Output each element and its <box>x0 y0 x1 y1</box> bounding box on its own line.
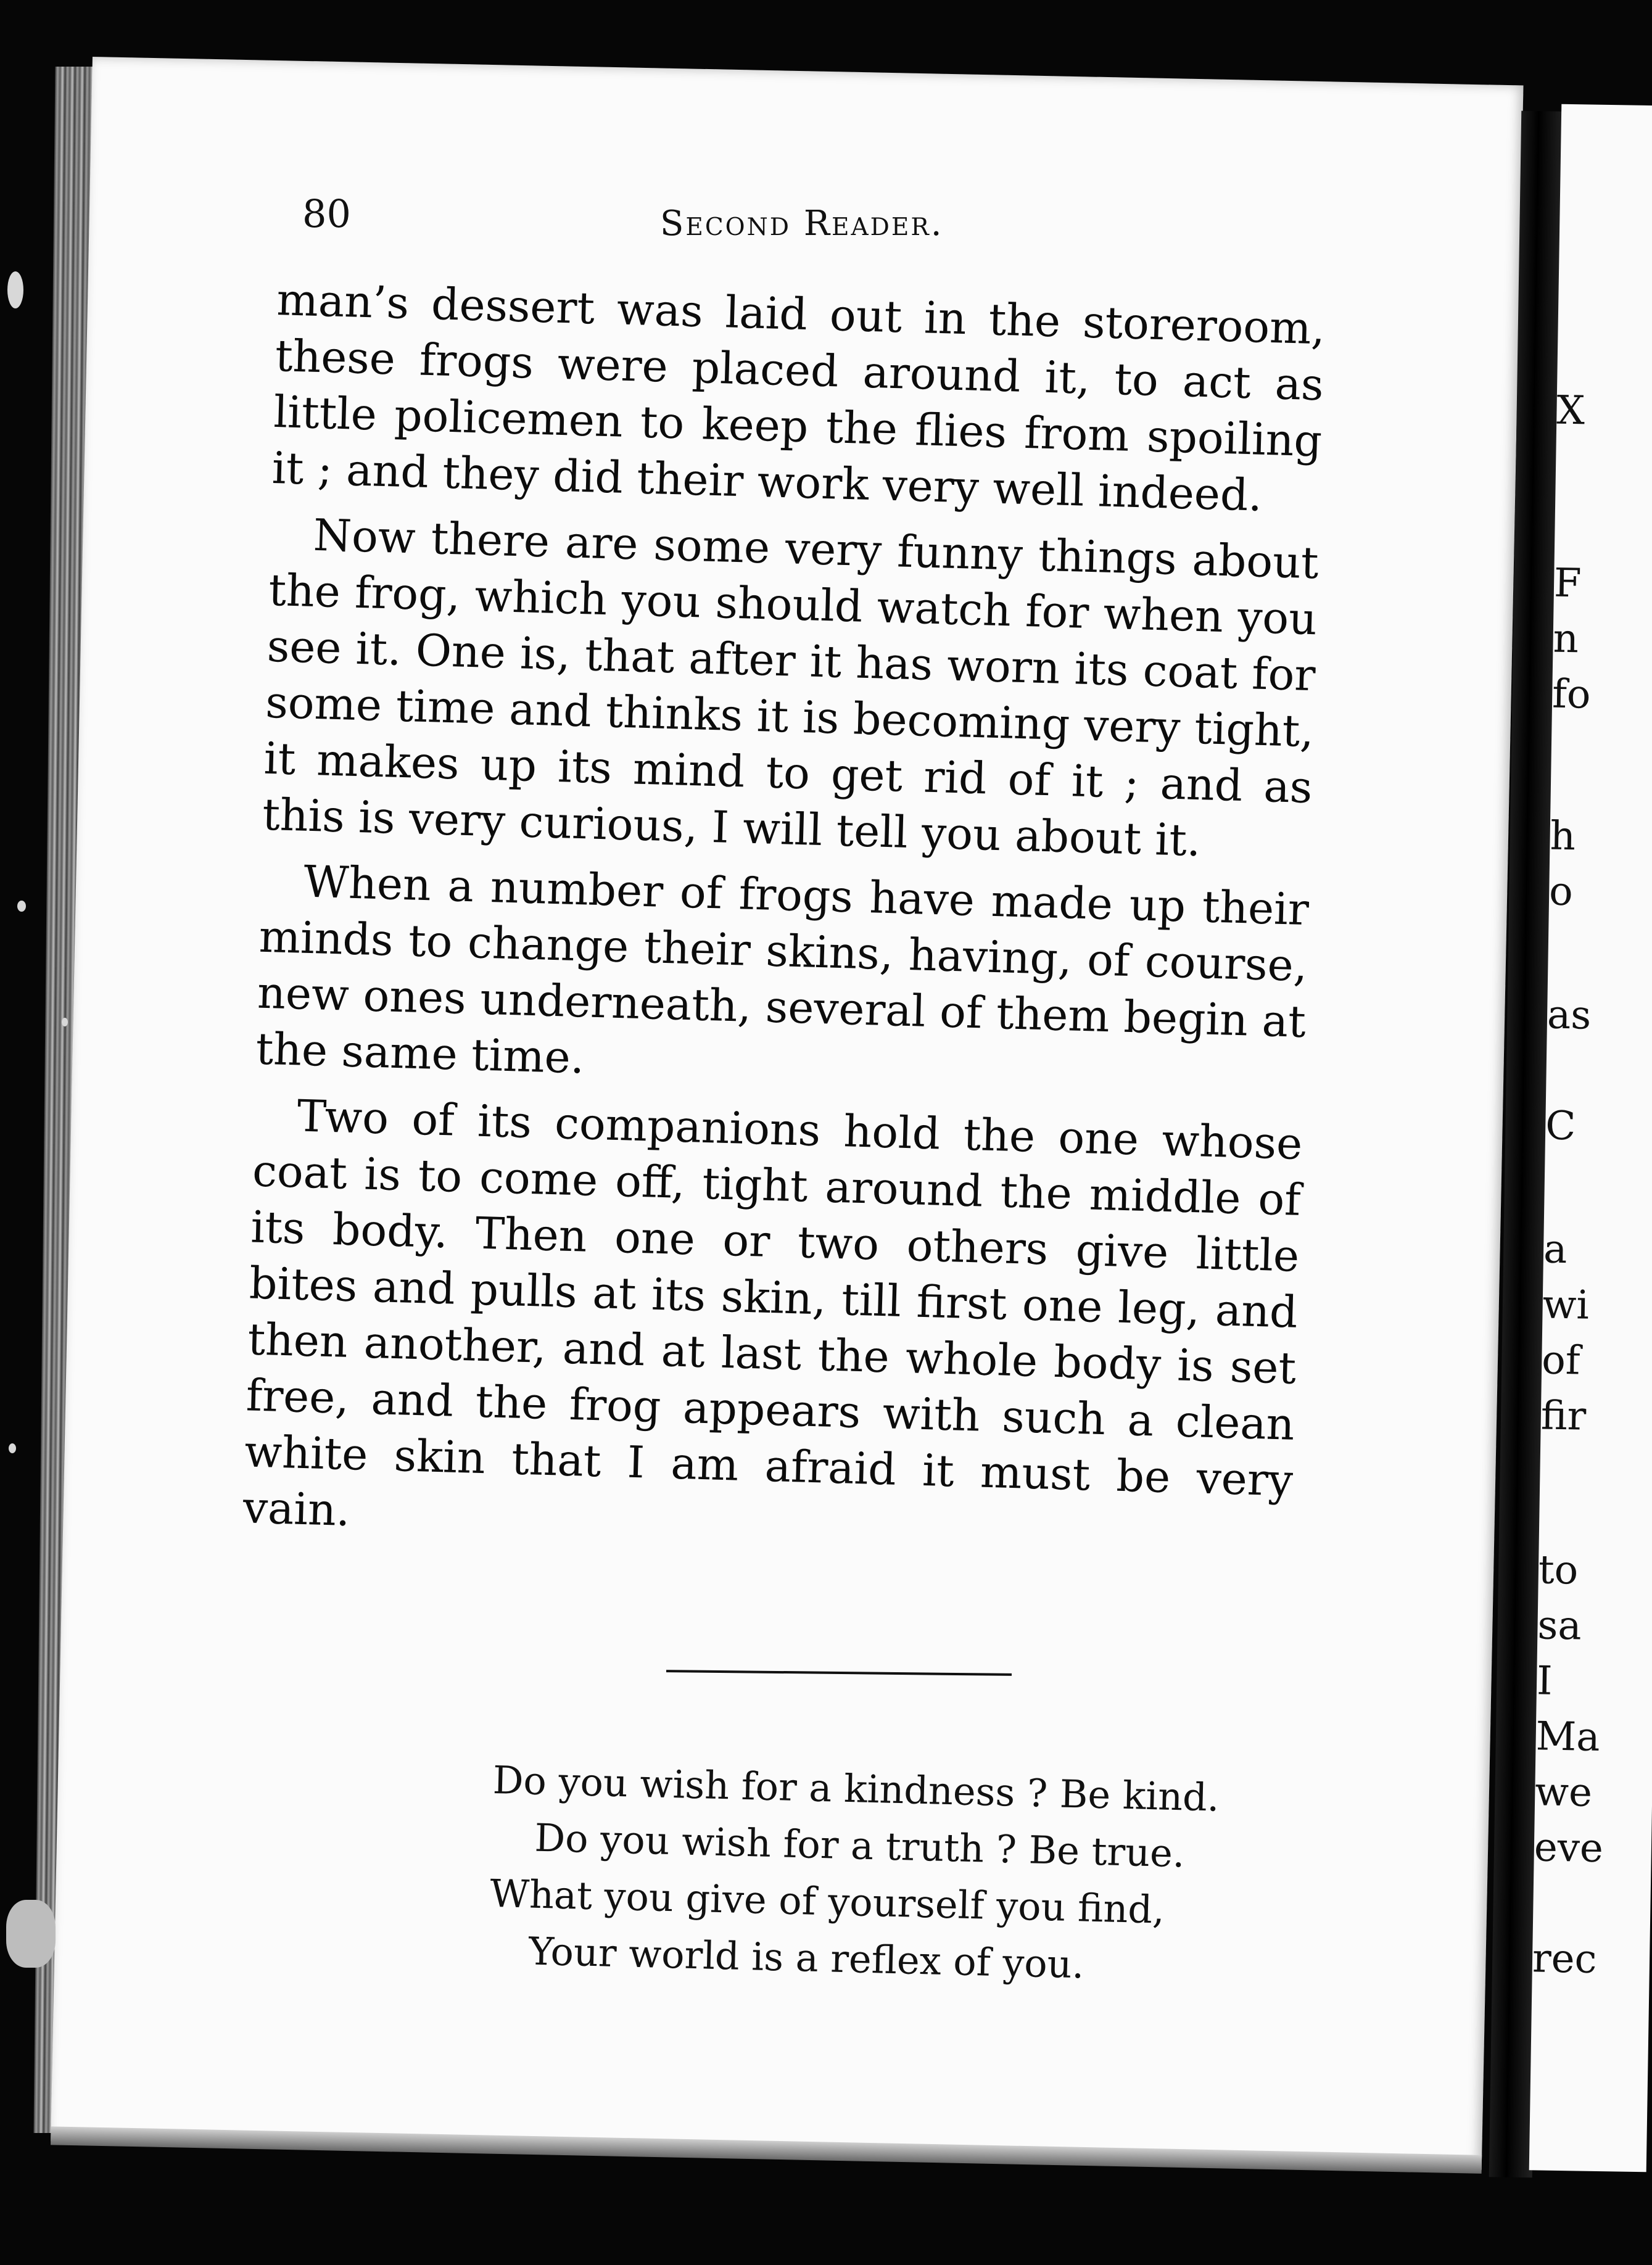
facing-page-fragment: C <box>1545 1103 1576 1150</box>
poem-line: Do you wish for a truth ? Be true. <box>534 1815 1186 1876</box>
facing-page-fragment: rec <box>1532 1936 1597 1982</box>
dust-speck <box>6 1900 56 1968</box>
dust-speck <box>7 271 23 308</box>
facing-page-fragment: Ma <box>1535 1714 1600 1761</box>
facing-page-fragment: sa <box>1537 1603 1582 1649</box>
page-number: 80 <box>302 191 351 236</box>
paragraph: man’s dessert was laid out in the storeroom, these frogs were placed around it, to act as little policemen to keep the flies from spoiling it ; and they did their work very well indeed. <box>271 273 1326 521</box>
facing-page-fragment: of <box>1541 1337 1581 1384</box>
facing-page-fragment: fir <box>1540 1393 1587 1440</box>
poem-line: Do you wish for a kindness ? Be kind. <box>492 1757 1220 1820</box>
poem-line: What you give of yourself you find, <box>489 1870 1165 1933</box>
paragraph: Two of its companions hold the one whose coat is to come off, tight around the middle of its body. Then one or two others give little bites and pulls at its skin, till first one leg, and then another, and at last the whole body is set free, and the frog appears with such a clean white skin that I am afraid it must be very vain. <box>242 1090 1303 1537</box>
dust-speck <box>62 1018 68 1026</box>
page-header <box>302 191 1351 259</box>
facing-page-fragment: fo <box>1551 671 1592 718</box>
poem-line: Your world is a reflex of you. <box>528 1928 1085 1987</box>
facing-page-fragment: wi <box>1542 1282 1590 1329</box>
facing-page-fragment: h <box>1550 813 1576 860</box>
facing-page-fragment: X <box>1556 387 1585 434</box>
paragraph: When a number of frogs have made up their minds to change their skins, having, of course, new ones underneath, several of them begin at the same time. <box>255 856 1310 1084</box>
facing-page-fragment: o <box>1548 868 1574 915</box>
facing-page-fragment: I <box>1536 1658 1553 1704</box>
facing-page-fragment: F <box>1553 560 1582 607</box>
poem <box>488 1752 1234 1997</box>
body-text <box>242 271 1326 1575</box>
running-head: Second Reader. <box>660 204 944 244</box>
facing-page-fragment: to <box>1538 1547 1579 1594</box>
facing-page-fragment: eve <box>1534 1825 1604 1872</box>
facing-page-fragment: we <box>1534 1769 1593 1816</box>
paragraph: Now there are some very funny things about the frog, which you should watch for when you see it. One is, that after it has worn its coat for some time and thinks it is becoming very tight, it makes up its mind to get rid of it ; and as this is very curious, I will tell you about it. <box>262 509 1320 867</box>
facing-page-fragment: n <box>1553 616 1579 662</box>
facing-page-fragment: as <box>1547 992 1592 1039</box>
dust-speck <box>17 901 26 912</box>
dust-speck <box>9 1443 16 1453</box>
facing-page-fragment: a <box>1543 1226 1567 1273</box>
